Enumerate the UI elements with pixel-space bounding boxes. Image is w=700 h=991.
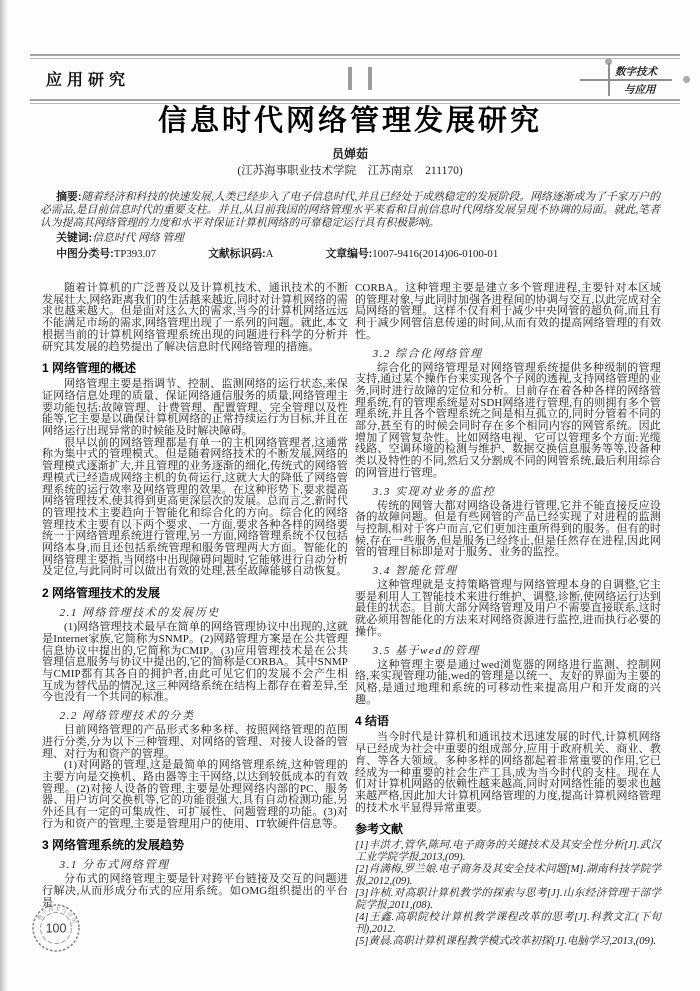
page-number: 100 [45,921,67,936]
clc-label: 中图分类号: [56,248,114,260]
reference-item: [2]肖满梅,罗兰娘.电子商务及其安全技术问题[M].湖南科技学院学报,2012,(09). [355,864,661,888]
doc-code-label: 文献标识码: [208,248,266,260]
paragraph: 很早以前的网络管理都是有单一的主机网络管理者,这通常称为集中式的管理模式。但是随着网络技术的不断发展,网络的管理模式逐渐扩大,并且管理的业务逐渐的细化,传统式的网络管理模式已经造成网络主机的负荷运行,这就大大的降低了网络管理系统的运行效率及网络管理的效果。在这种形势下,要求提高网络管理技术,使其得到更高更深层次的发展。总而言之,新时代的管理技术主要趋向于智能化和综合化的方向。综合化的网络管理技术主要有以下两个要求、一方面,要求各种各样的网络要统一于网络管理系统进行管理,另一方面,网络管理系统不仅包括网络本身,而且还包括系统管理和服务管理两大方面。智能化的网络管理主要指,当网络中出现障碍问题时,它能够进行自动分析及定位,与此同时可以做出有效的处理,甚至故障能够自动恢复。 [42,436,348,578]
reference-item: [1]丰洪才,管华,陈珂.电子商务的关键技术及其安全性分析[J].武汉工业学院学报,2013,(09). [355,840,661,864]
left-column [42,283,348,947]
keywords-line [40,232,660,245]
reference-item: [4]王鑫.高职院校计算机教学课程改革的思考[J].科教文汇(下旬刊),2012. [355,911,661,935]
page-number-stamp [31,903,81,953]
reference-item: [5]黄晨.高职计算机课程教学模式改革初探[J].电脑学习,2013,(09). [355,935,657,947]
author-affiliation: (江苏海事职业技术学院 江苏南京 211170) [237,165,463,177]
subsection-heading: 3.4 智能化管理 [372,565,458,578]
body-columns [42,283,661,947]
paragraph: CORBA。这种管理主要是建立多个管理进程,主要针对本区域的管理对象,与此同时加强各进程间的协调与交互,以此完成对全局网络的管理。这样不仅有利于减少中央网管的超负荷,而且有利于减少网管信息传递的时间,从而有效的提高网络管理的有效性。 [355,282,661,341]
section-heading: 3 网络管理系统的发展趋势 [42,838,185,853]
article-id-label: 文章编号: [325,248,373,260]
logo-horizontal-line [580,79,672,81]
abstract [40,191,660,230]
reference-item: [3]许桢.对高职计算机教学的探索与思考[J].山东经济管理干部学院学报,2011,(08). [355,887,661,911]
section-label: 应用研究 [46,72,131,89]
paragraph: 分布式的网络管理主要是针对跨平台链接及交互的问题进行解决,从而形成分布式的应用系统。如OMG组织提出的平台是 [42,873,348,909]
paragraph: 网络管理主要是指调节、控制、监测网络的运行状态,来保证网络信息处理的质量、保证网络通信服务的质量,网络管理主要功能包括:故障管理、计费管理、配置管理、完全管理以及性能等,它主要是以确保计算机网络的正常持续运行为目标,并且在网络运行出现异常的时候能及时解决障碍。 [42,378,348,438]
stamp-ring-text: 数字技术与应用 [36,906,78,926]
subsection-heading: 3.2 综合化网络管理 [372,347,483,360]
author-name: 员婵茹 [331,147,368,161]
article-title: 信息时代网络管理发展研究 [157,105,542,137]
clc-value: TP393.07 [113,248,157,260]
front-matter [40,191,660,261]
subsection-heading: 2.1 网络管理技术的发展历史 [59,607,220,620]
classification-line [40,248,660,261]
paragraph: 当今时代是计算机和通讯技术迅速发展的时代,计算机网络早已经成为社会中重要的组成部分,应用于政府机关、商业、教育、等各大领域。多种多样的网络都起着非常重要的作用,它已经成为一种重要的社会生产工具,成为当今时代的支柱。现在人们对计算机网路的依赖性越来越高,同时对网络性能的要求也越来越严格,因此加大计算机网络管理的力度,提高计算机网络管理的技术水平显得异常重要。 [355,731,661,814]
journal-name-line1: 数字技术 [615,67,657,78]
paragraph: 这种管理就是支持策略管理与网络管理本身的自调整,它主要是利用人工智能技术来进行维护、调整,诊断,使网络运行达到最佳的状态。目前大部分网络管理及用户不需要直接联系,这时就必须用智能化的方法来对网络资源进行监控,进而执行必要的操作。 [355,579,661,638]
header-row [30,59,680,99]
section-heading: 2 网络管理技术的发展 [42,586,161,601]
stamp-graphic [31,903,81,953]
paragraph: 目前网络管理的产品形式多种多样、按照网络管理的范围进行分类,分为以下三种管理、对网络的管理、对接人设备的管理、对行为和资产的管理。 [42,724,348,760]
paragraph: 综合化的网络管理是对网络管理系统提供多种级制的管理支持,通过某个操作台来实现各个子网的透视,支持网络管理的业务,同时进行故障的定位和分析。目前存在着各种各样的网络管理系统,有的管理系统是对SDH网络进行管理,有的则拥有多个管理系统,并且各个管理系统之间是相互孤立的,同时分管着不同的部分,甚至有的时候会同时存在多个相同内容的网管系统。因此增加了网管复杂性。比如网络电视、它可以管理多个方面:光缆线路、空调环境的检测与维护、数据交换信息服务等等,设备种类以及特性的不同,然后又分割成不同的网管系统,最后利用综合的网管进行管理。 [355,361,661,479]
abstract-label: 摘要: [56,191,82,203]
journal-logo [590,60,678,98]
subsection-heading: 2.2 网络管理技术的分类 [59,710,195,723]
references-heading: 参考文献 [355,822,404,837]
page-header [30,54,680,104]
section-heading: 1 网络管理的概述 [42,361,137,376]
subsection-heading: 3.5 基于wed的管理 [372,644,480,657]
keywords-text: 信息时代 网络 管理 [92,232,184,244]
keywords-label: 关键词: [56,232,93,244]
section-heading: 4 结语 [355,714,390,729]
right-column [355,283,661,947]
abstract-text: 随着经济和科技的快速发展,人类已经步入了电子信息时代,并且已经处于成熟稳定的发展阶段。网络逐渐成为了千家万户的必需品,是目前信息时代的重要支柱。并且,从目前我国的网络管理水平来看和目前信息时代网络发展呈现不协调的局面。就此,笔者认为提高其网络管理的力度和水平对保证计算机网络的可靠稳定运行具有积极影响。 [40,191,660,229]
header-divider-bars [348,67,372,90]
journal-name-line2: 与应用 [624,85,656,96]
logo-dot-icon [683,76,690,83]
paragraph: 传统的网管大都对网络设备进行管理,它并不能直接反应设备的故障问题。但是有些网管的产品已经实现了对进程的监测与控制,相对于客户而言,它们更加注重所得到的服务。但有的时候,存在一些服务,但是服务已经终止,但是任然存在进程,因此网管的管理目标即是对于服务、业务的监控。 [355,499,661,559]
paragraph: (1)对网路的管理,这是最简单的网络管理系统,这种管理的主要方向是交换机、路由器等主干网络,以达到较低成本的有效管理。(2)对接人设备的管理,主要是处理网络内部的PC、服务器、用户访问交换机等,它的功能很强大,具有自动检测功能,另外还具有一定的可集成性、可扩展性、问题管理的功能。(3)对行为和资产的管理,主要是管理用户的使用、IT软硬件信息等。 [42,759,348,830]
doc-code-value: A [265,248,274,260]
paragraph: 随着计算机的广泛普及以及计算机技术、通讯技术的不断发展壮大,网络距离我们的生活越来越近,同时对计算机网络的需求也越来越大。但是面对这么大的需求,当今的计算机网络远远不能满足市场的需求,网络管理出现了一系列的问题。就此,本文根据当前的计算机网络管理系统出现的问题进行科学的分析并研究其发展的趋势提出了解决信息时代网络管理的措施。 [42,282,348,353]
paragraph: (1)网络管理技术最早在简单的网络管理协议中出现的,这就是Internet家族,它简称为SNMP。(2)网路管理方案是在公共管理信息协议中提出的,它简称为CMIP。(3)应用管理技术是在公共管理信息服务与协议中提出的,它的简称是CORBA。其中SNMP与CMIP都有其各自的拥护者,由此可见它们的发展不会产生相互成为替代品的情况,这三种网络系统在结构上都存在着差异,至今也没有一个共同的标准。 [42,621,348,704]
subsection-heading: 3.3 实现对业务的监控 [372,485,496,498]
subsection-heading: 3.1 分布式网络管理 [59,859,170,872]
paragraph: 这种管理主要是通过wed浏览器的网络进行监测、控制网络,来实现管理功能,wed的管理是以统一、友好的界面为主要的风格,是通过地理和系统的可移动性来提高用户和开发商的兴趣。 [355,658,661,706]
article-id-value: 1007-9416(2014)06-0100-01 [372,248,499,260]
